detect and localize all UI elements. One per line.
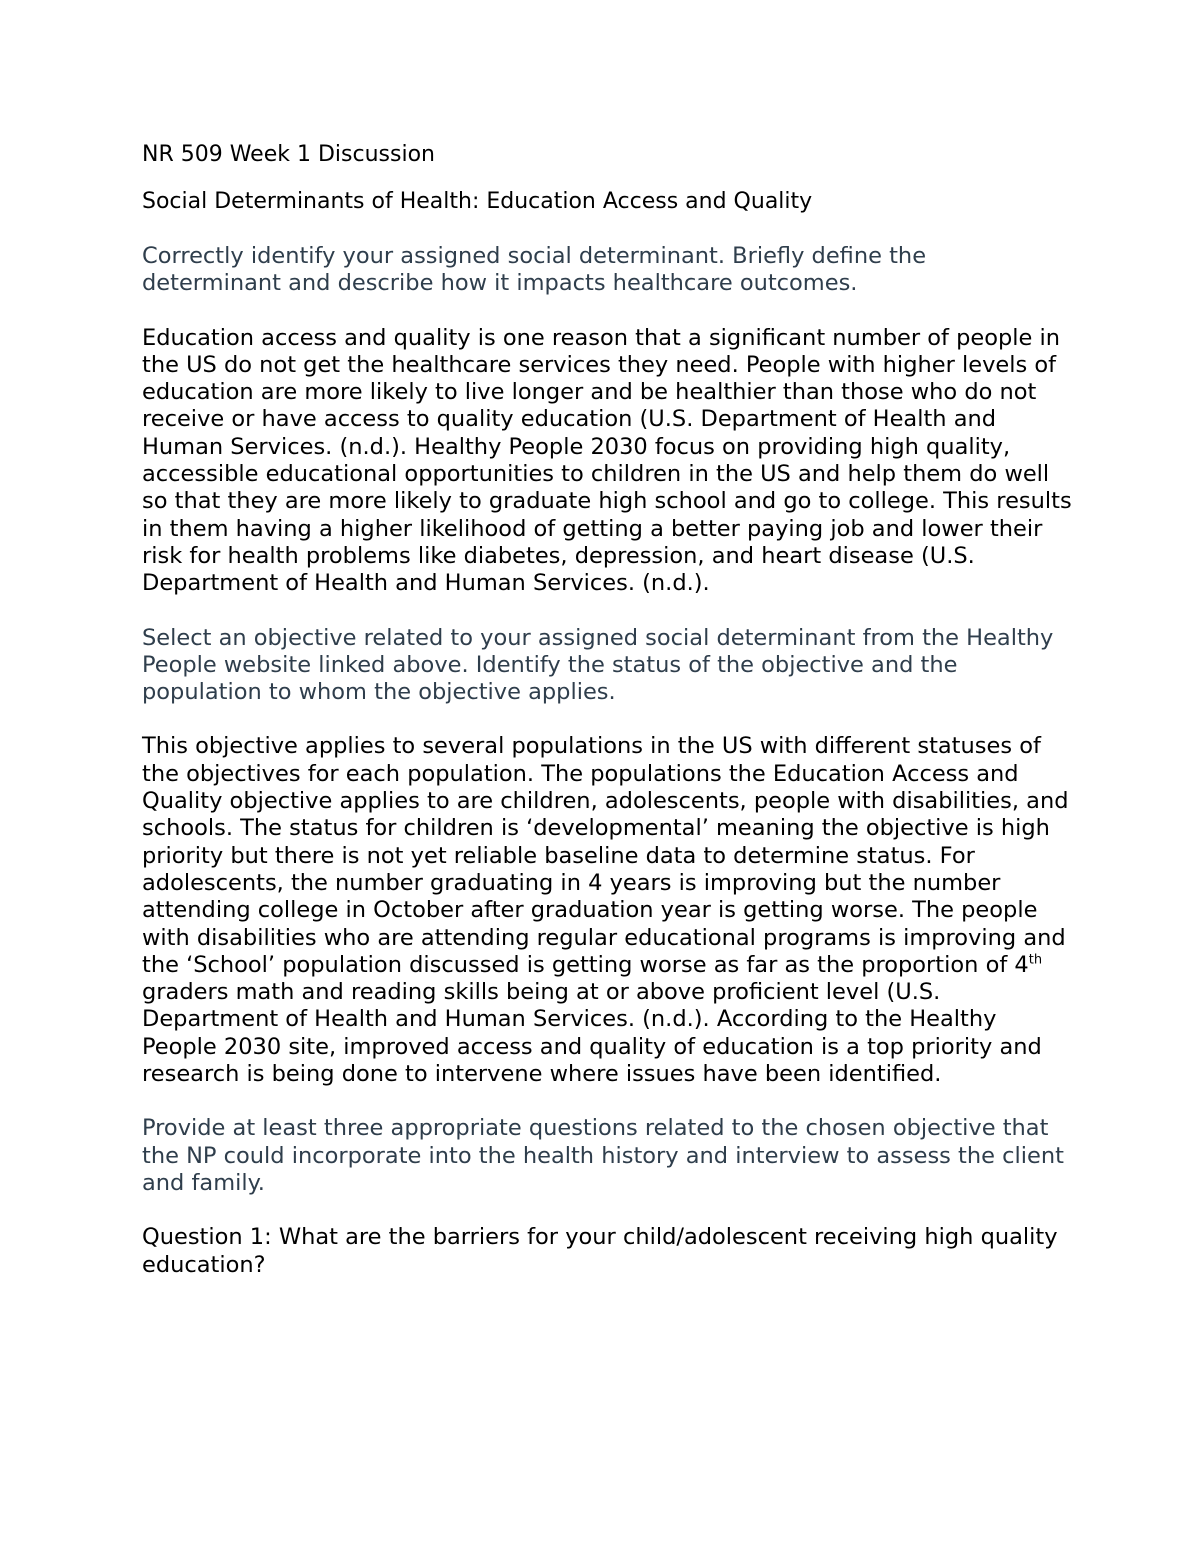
prompt-1: Correctly identify your assigned social determinant. Briefly define the determinant and describe how it impacts healthcare outcomes. — [142, 243, 927, 297]
prompt-3: Provide at least three appropriate questions related to the chosen objective that the NP could incorporate into the health history and interview to assess the client and family. — [142, 1115, 1064, 1196]
question-1: Question 1: What are the barriers for your child/adolescent receiving high quality education? — [142, 1224, 1058, 1278]
answer-1: Education access and quality is one reason that a significant number of people in the US do not get the healthcare services they need. People with higher levels of education are more likely to live longer and be healthier than those who do not receive or have access to quality education (U.S. Department of Health and Human Services. (n.d.). Healthy People 2030 focus on providing high quality, accessible educational opportunities to children in the US and help them do well so that they are more likely to graduate high school and go to college. This results in them having a higher likelihood of getting a better paying job and lower their risk for health problems like diabetes, depression, and heart disease (U.S. Department of Health and Human Services. (n.d.). — [142, 324, 1072, 597]
answer-2-superscript: th — [1028, 952, 1043, 968]
document-subtitle: Social Determinants of Health: Education Access and Quality — [142, 189, 813, 214]
document-page — [142, 140, 1072, 1306]
answer-2-part-2: graders math and reading skills being at or above proficient level (U.S. Department of Health and Human Services. (n.d.). According to the Healthy People 2030 site, improved access and quality of education is a top priority and research is being done to intervene where issues have been identified. — [142, 979, 1042, 1088]
answer-2 — [142, 733, 1072, 1088]
answer-2-part-1: This objective applies to several populations in the US with different statuses of the objectives for each population. The populations the Education Access and Quality objective applies to are children, adolescents, people with disabilities, and schools. The status for children is ‘developmental’ meaning the objective is high priority but there is not yet reliable baseline data to determine status. For adolescents, the number graduating in 4 years is improving but the number attending college in October after graduation year is getting worse. The people with disabilities who are attending regular educational programs is improving and the ‘School’ population discussed is getting worse as far as the proportion of 4 — [142, 733, 1069, 978]
prompt-2: Select an objective related to your assigned social determinant from the Healthy People website linked above. Identify the status of the objective and the population to whom the objective applies. — [142, 624, 1054, 706]
document-title: NR 509 Week 1 Discussion — [142, 142, 435, 167]
